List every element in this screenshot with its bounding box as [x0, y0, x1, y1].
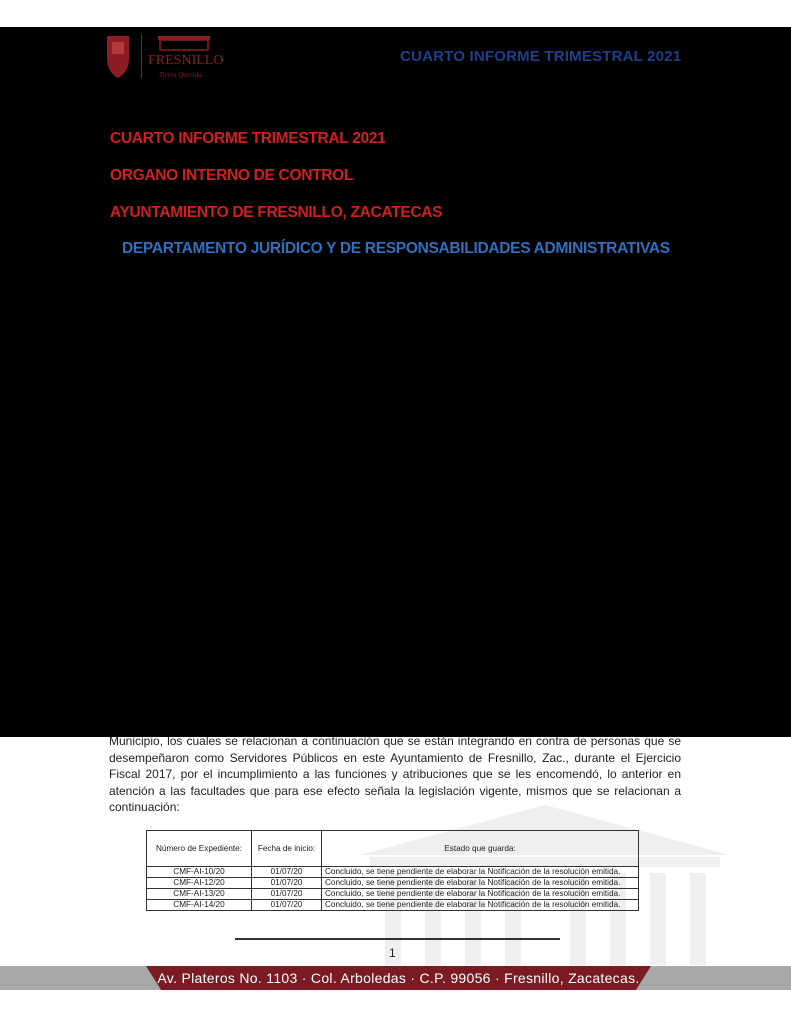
- cell-fecha: 01/07/20: [252, 889, 322, 900]
- expedientes-table: [146, 830, 639, 911]
- logo-wordmark: FRESNILLO: [148, 53, 224, 68]
- cell-expediente: CMF-AI-13/20: [147, 889, 252, 900]
- cell-estado: Concluido, se tiene pendiente de elaborar la Notificación de la resolución emitida.: [322, 878, 639, 889]
- cell-expediente: CMF-AI-10/20: [147, 867, 252, 878]
- cell-expediente: CMF-AI-14/20: [147, 900, 252, 911]
- cell-fecha: 01/07/20: [252, 867, 322, 878]
- header-estado: Estado que guarda:: [322, 831, 639, 867]
- table-row: [147, 889, 639, 900]
- table-row: [147, 867, 639, 878]
- cell-fecha: 01/07/20: [252, 878, 322, 889]
- header-title: CUARTO INFORME TRIMESTRAL 2021: [400, 48, 682, 65]
- title-organ: ORGANO INTERNO DE CONTROL: [110, 167, 354, 184]
- table-row: [147, 878, 639, 889]
- footer-divider: [235, 938, 560, 940]
- table-row: [147, 900, 639, 911]
- logo-tagline: Tierra Querida: [159, 71, 202, 79]
- cell-fecha: 01/07/20: [252, 900, 322, 911]
- header-fecha: Fecha de inicio:: [252, 831, 322, 867]
- title-department: DEPARTAMENTO JURÍDICO Y DE RESPONSABILIDADES ADMINISTRATIVAS: [122, 240, 670, 257]
- cell-estado: Concluido, se tiene pendiente de elaborar la Notificación de la resolución emitida.: [322, 867, 639, 878]
- header-expediente: Número de Expediente:: [147, 831, 252, 867]
- page-number: 1: [389, 946, 396, 960]
- cell-estado: Concluido, se tiene pendiente de elaborar la Notificación de la resolución emitida.: [322, 900, 639, 911]
- table-header-row: [147, 831, 639, 867]
- cell-estado: Concluido, se tiene pendiente de elaborar la Notificación de la resolución emitida.: [322, 889, 639, 900]
- cell-expediente: CMF-AI-12/20: [147, 878, 252, 889]
- fresnillo-logo: [103, 32, 233, 80]
- intro-paragraph: Municipio, los cuales se relacionan a continuación que se están integrando en contra de personas que se desempeñaron como Servidores Públicos en este Ayuntamiento de Fresnillo, Zac., durante el Ejercicio Fiscal 2017, por el incumplimiento a las funciones y atribuciones que se les encomendó, lo anterior en atención a las facultades que para ese efecto señala la legislación vigente, mismos que se relacionan a continuación:: [109, 734, 681, 814]
- title-municipality: AYUNTAMIENTO DE FRESNILLO, ZACATECAS: [110, 204, 443, 221]
- title-report: CUARTO INFORME TRIMESTRAL 2021: [110, 130, 386, 147]
- footer-address: Av. Plateros No. 1103 · Col. Arboledas · C.P. 99056 · Fresnillo, Zacatecas.: [157, 970, 640, 986]
